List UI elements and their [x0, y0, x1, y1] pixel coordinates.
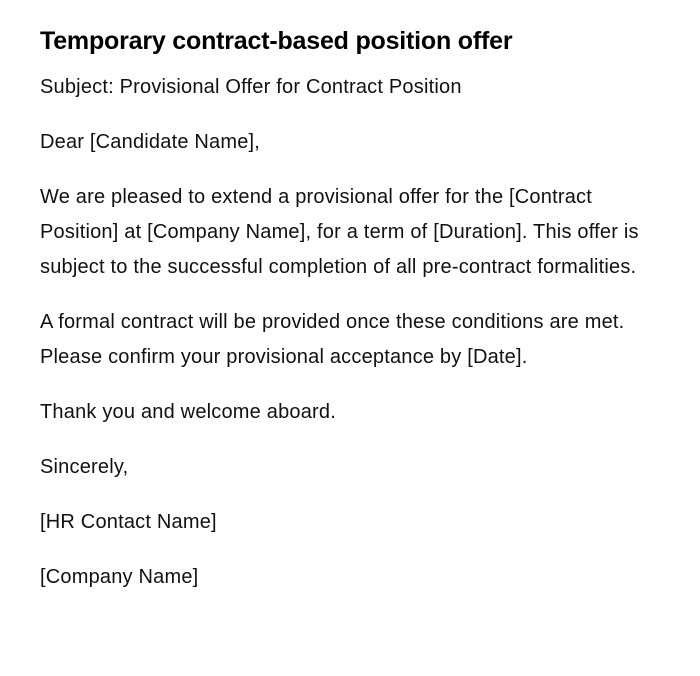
body-paragraph-offer: We are pleased to extend a provisional offer for the [Contract Position] at [Company Name], for a term of [Duration]. This offer is subject to the successful completion of all pre-contract formalities.: [40, 186, 639, 278]
closing: Sincerely,: [40, 456, 129, 478]
signature-company: [Company Name]: [40, 566, 199, 588]
document-title: Temporary contract-based position offer: [40, 27, 513, 55]
signature-name: [HR Contact Name]: [40, 511, 217, 533]
body-paragraph-thanks: Thank you and welcome aboard.: [40, 401, 336, 423]
subject-line: Subject: Provisional Offer for Contract Position: [40, 76, 462, 98]
body-paragraph-conditions: A formal contract will be provided once these conditions are met. Please confirm your provisional acceptance by [Date].: [40, 311, 625, 368]
salutation: Dear [Candidate Name],: [40, 131, 261, 153]
